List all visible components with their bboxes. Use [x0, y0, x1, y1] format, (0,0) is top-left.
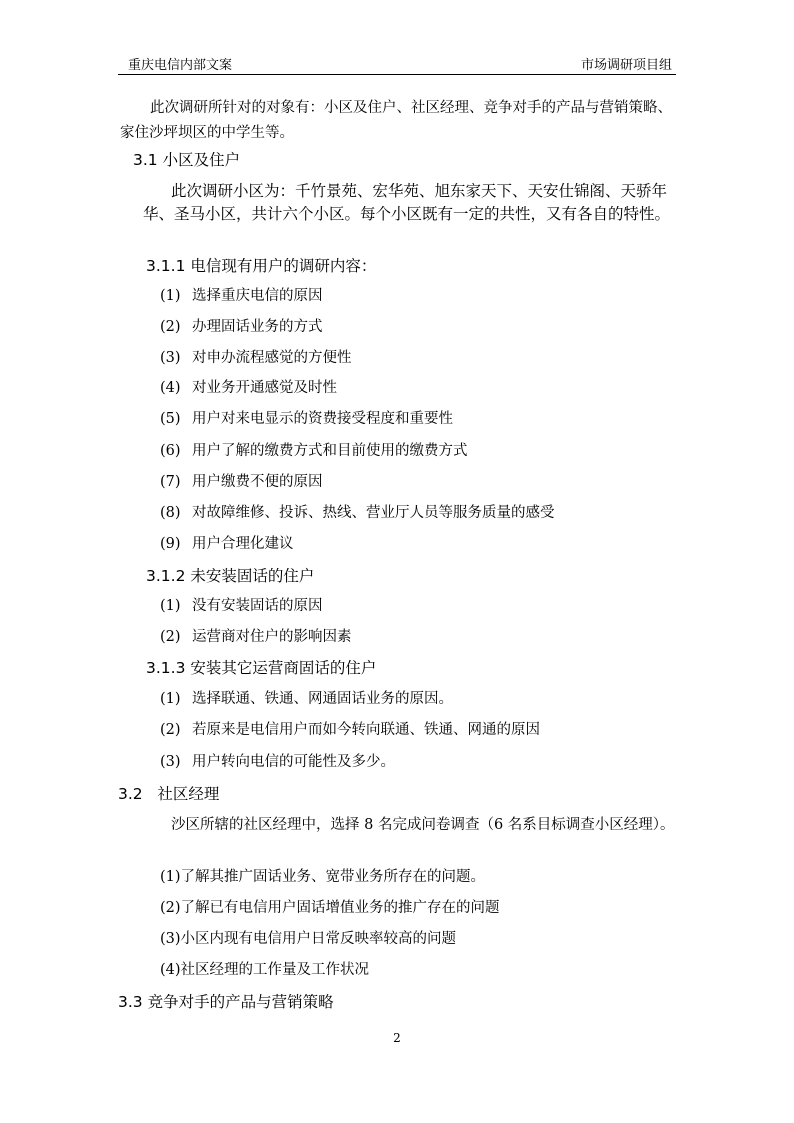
- section-3-1-3-title: 3.1.3 安装其它运营商固话的住户: [146, 659, 377, 677]
- header-right-text: 市场调研项目组: [580, 58, 672, 73]
- list-item: (6) 用户了解的缴费方式和目前使用的缴费方式: [160, 443, 468, 459]
- list-item: (1) 选择联通、铁通、网通固话业务的原因。: [160, 691, 453, 707]
- page-number: 2: [393, 1031, 401, 1045]
- list-item: (5) 用户对来电显示的资费接受程度和重要性: [160, 411, 453, 427]
- list-item: (8) 对故障维修、投诉、热线、营业厅人员等服务质量的感受: [160, 505, 555, 521]
- section-3-1-paragraph: 此次调研小区为：千竹景苑、宏华苑、旭东家天下、天安仕锦阁、天骄年华、圣马小区，共计六个小区。每个小区既有一定的共性，又有各自的特性。: [143, 182, 671, 223]
- section-3-1-title: 3.1 小区及住户: [133, 151, 241, 169]
- list-item: (1) 没有安装固话的原因: [160, 598, 323, 614]
- list-item: (7) 用户缴费不便的原因: [160, 474, 323, 490]
- list-item: (4)社区经理的工作量及工作状况: [160, 962, 370, 978]
- intro-paragraph: 此次调研所针对的对象有：小区及住户、社区经理、竞争对手的产品与营销策略、家住沙坪坝区的中学生等。: [120, 100, 672, 141]
- list-item: (1)了解其推广固话业务、宽带业务所存在的问题。: [160, 869, 486, 885]
- section-3-1-1-title: 3.1.1 电信现有用户的调研内容：: [146, 257, 377, 275]
- list-item: (4) 对业务开通感觉及时性: [160, 380, 337, 396]
- section-3-3-title: 3.3 竞争对手的产品与营销策略: [118, 993, 334, 1011]
- list-item: (3)小区内现有电信用户日常反映率较高的问题: [160, 931, 457, 947]
- list-item: (2) 若原来是电信用户而如今转向联通、铁通、网通的原因: [160, 722, 540, 738]
- section-3-1-2-title: 3.1.2 未安装固话的住户: [146, 567, 315, 585]
- list-item: (9) 用户合理化建议: [160, 536, 294, 552]
- list-item: (2)了解已有电信用户固话增值业务的推广存在的问题: [160, 900, 500, 916]
- list-item: (2) 办理固话业务的方式: [160, 319, 323, 335]
- list-item: (3) 对申办流程感觉的方便性: [160, 350, 352, 366]
- list-item: (3) 用户转向电信的可能性及多少。: [160, 754, 395, 770]
- header-left-text: 重庆电信内部文案: [128, 58, 233, 73]
- section-3-2-title: 3.2 社区经理: [118, 785, 220, 803]
- list-item: (2) 运营商对住户的影响因素: [160, 629, 352, 645]
- list-item: (1) 选择重庆电信的原因: [160, 288, 323, 304]
- header-divider: [118, 74, 676, 75]
- section-3-2-paragraph: 沙区所辖的社区经理中，选择 8 名完成问卷调查（6 名系目标调查小区经理）。: [171, 817, 675, 833]
